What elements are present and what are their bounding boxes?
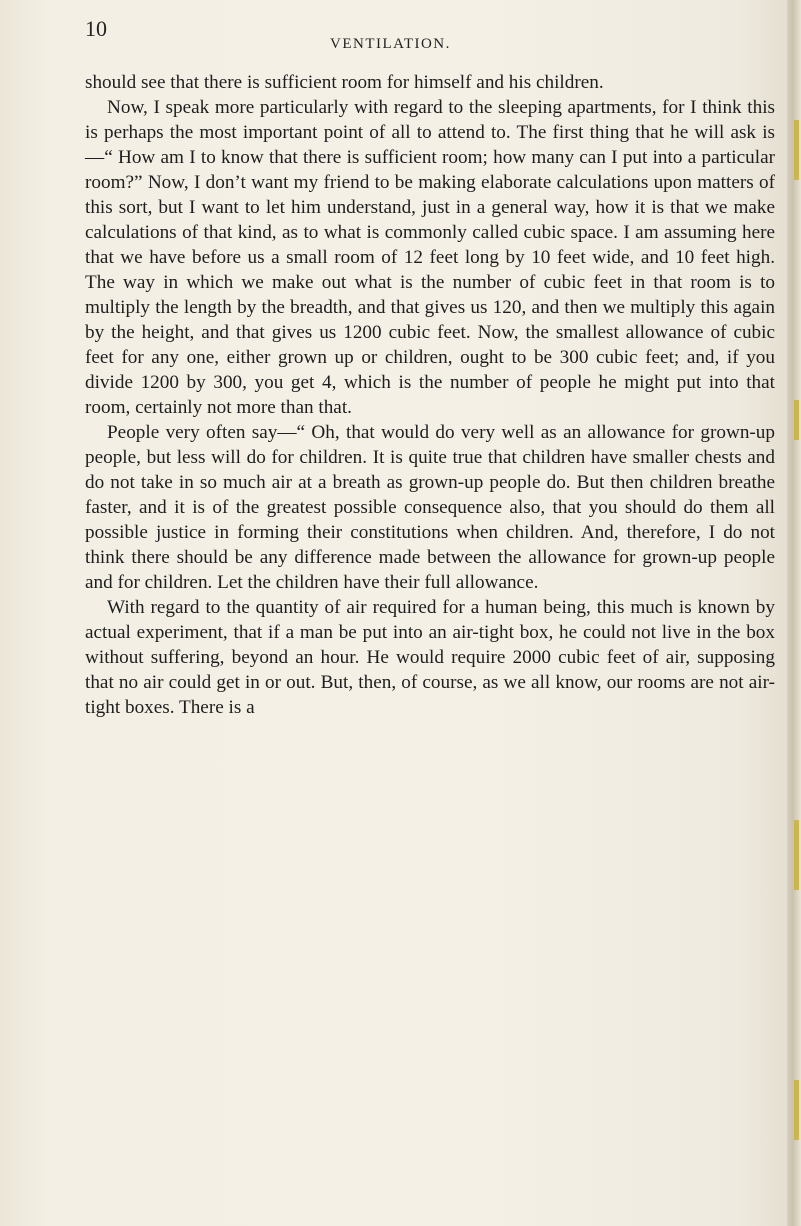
running-head: VENTILATION. [330, 36, 451, 52]
paragraph: With regard to the quantity of air required for a human being, this much is known by actual experiment, that if a man be put into an air-tight box, he could not live in the box without suffering, beyond an hour. He would require 2000 cubic feet of air, supposing that no air could get in or out. But, then, of course, as we all know, our rooms are not air-tight boxes. There is a [85, 597, 775, 718]
edge-stain [794, 1080, 799, 1140]
edge-stain [794, 400, 799, 440]
body-text [85, 70, 775, 720]
paragraph: Now, I speak more particularly with regard to the sleeping apartments, for I think this is perhaps the most important point of all to attend to. The first thing that he will ask is—“ How am I to know that there is sufficient room; how many can I put into a particular room?” Now, I don’t want my friend to be making elaborate calculations upon matters of this sort, but I want to let him understand, just in a general way, how it is that we make calculations of that kind, as to what is commonly called cubic space. I am assuming here that we have before us a small room of 12 feet long by 10 feet wide, and 10 feet high. The way in which we make out what is the number of cubic feet in that room is to multiply the length by the breadth, and that gives us 120, and then we multiply this again by the height, and that gives us 1200 cubic feet. Now, the smallest allowance of cubic feet for any one, either grown up or children, ought to be 300 cubic feet; and, if you divide 1200 by 300, you get 4, which is the number of people he might put into that room, certainly not more than that. [85, 97, 775, 418]
paragraph: People very often say—“ Oh, that would do very well as an allowance for grown-up people, but less will do for children. It is quite true that children have smaller chests and do not take in so much air at a breath as grown-up people do. But then children breathe faster, and it is of the greatest possible consequence also, that you should do them all possible justice in forming their constitutions when children. And, therefore, I do not think there should be any difference made between the allowance for grown-up people and for children. Let the children have their full allowance. [85, 422, 775, 593]
page-edge [787, 0, 801, 1226]
paragraph: should see that there is sufficient room for himself and his children. [85, 72, 604, 93]
edge-stain [794, 820, 799, 890]
edge-stain [794, 120, 799, 180]
page-number: 10 [85, 16, 107, 41]
